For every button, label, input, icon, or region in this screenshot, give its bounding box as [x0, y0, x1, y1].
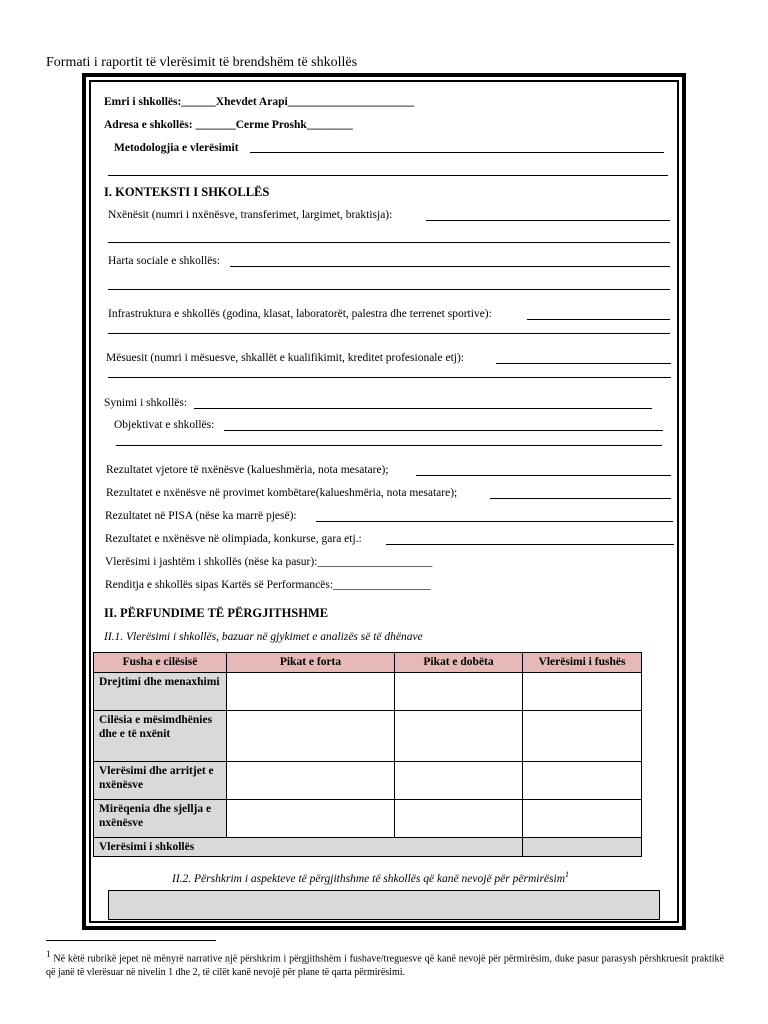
- section-2-1-subheading: II.1. Vlerësimi i shkollës, bazuar në gjykimet e analizës së të dhënave: [104, 631, 423, 643]
- teachers-label: Mësuesit (numri i mësuesve, shkallët e kualifikimit, kreditet profesionale etj):: [106, 352, 465, 364]
- national-results-label: Rezultatet e nxënësve në provimet kombëtare(kalueshmëria, nota mesatare);: [106, 487, 458, 499]
- table-row: [94, 711, 642, 762]
- national-results-input-line[interactable]: [490, 498, 671, 499]
- row-label: Drejtimi dhe menaxhimi: [94, 673, 227, 711]
- column-header: Pikat e forta: [227, 653, 395, 673]
- olympiad-label: Rezultatet e nxënësve në olimpiada, konkurse, gara etj.:: [105, 533, 362, 545]
- table-cell[interactable]: [227, 800, 395, 838]
- section-2-heading: II. PËRFUNDIME TË PËRGJITHSHME: [104, 606, 329, 620]
- total-row-label: Vlerësimi i shkollës: [94, 838, 523, 857]
- infrastructure-label: Infrastruktura e shkollës (godina, klasat, laboratorët, palestra dhe terrenet sportive):: [108, 308, 492, 320]
- school-name-field[interactable]: Emri i shkollës:______Xhevdet Arapi______________________: [104, 96, 415, 108]
- footnote-divider: [46, 940, 216, 941]
- section-1-heading: I. KONTEKSTI I SHKOLLËS: [104, 185, 270, 199]
- students-input-line-2[interactable]: [108, 242, 670, 243]
- annual-results-label: Rezultatet vjetore të nxënësve (kalueshmëria, nota mesatare);: [106, 464, 389, 476]
- table-cell[interactable]: [227, 711, 395, 762]
- row-label: Mirëqenia dhe sjellja e nxënësve: [94, 800, 227, 838]
- table-cell[interactable]: [395, 711, 523, 762]
- school-address-field[interactable]: Adresa e shkollës: _______Cerme Proshk________: [104, 119, 353, 131]
- objectives-label: Objektivat e shkollës:: [114, 419, 215, 431]
- social-map-label: Harta sociale e shkollës:: [108, 255, 221, 267]
- social-map-input-line-2[interactable]: [108, 289, 670, 290]
- footnote-mark: 1: [46, 949, 51, 959]
- table-cell[interactable]: [523, 762, 642, 800]
- external-evaluation-field[interactable]: Vlerësimi i jashtëm i shkollës (nëse ka pasur):____________________: [105, 556, 433, 568]
- table-cell[interactable]: [227, 762, 395, 800]
- teachers-input-line-2[interactable]: [108, 377, 671, 378]
- annual-results-input-line[interactable]: [416, 475, 671, 476]
- footnote-reference[interactable]: 1: [565, 870, 570, 879]
- objectives-input-line-2[interactable]: [116, 445, 662, 446]
- column-header: Vlerësimi i fushës: [523, 653, 642, 673]
- vision-input-line[interactable]: [194, 408, 652, 409]
- table-cell[interactable]: [395, 800, 523, 838]
- performance-ranking-field[interactable]: Renditja e shkollës sipas Kartës së Performancës:_________________: [105, 579, 431, 591]
- table-cell[interactable]: [395, 673, 523, 711]
- infrastructure-input-line[interactable]: [527, 319, 670, 320]
- students-input-line[interactable]: [426, 220, 670, 221]
- infrastructure-input-line-2[interactable]: [108, 333, 670, 334]
- methodology-label: Metodologjia e vlerësimit: [114, 142, 239, 154]
- table-cell[interactable]: [227, 673, 395, 711]
- objectives-input-line[interactable]: [224, 430, 663, 431]
- footnote-text: Në këtë rubrikë jepet në mënyrë narrative një përshkrim i përgjithshëm i fushave/treguesve që kanë nevojë për përmirësim, duke pasur parasysh përshkruesit praktikë që janë të vlerësuar në nivelin 1 dhe 2, të cilët kanë nevojë për plane të qarta përmirësimi.: [46, 953, 724, 979]
- table-cell[interactable]: [523, 711, 642, 762]
- column-header: Pikat e dobëta: [395, 653, 523, 673]
- column-header: Fusha e cilësisë: [94, 653, 227, 673]
- document-title: Formati i raportit të vlerësimit të brendshëm të shkollës: [46, 55, 358, 70]
- table-header-row: [94, 653, 642, 673]
- footnote: [46, 947, 724, 980]
- section-2-2-text: II.2. Përshkrim i aspekteve të përgjithshme të shkollës që kanë nevojë për përmirësim: [172, 872, 566, 885]
- students-label: Nxënësit (numri i nxënësve, transferimet, largimet, braktisja):: [108, 209, 393, 221]
- vision-label: Synimi i shkollës:: [104, 397, 188, 409]
- improvement-description-box[interactable]: [108, 890, 660, 920]
- social-map-input-line[interactable]: [230, 266, 670, 267]
- row-label: Vlerësimi dhe arritjet e nxënësve: [94, 762, 227, 800]
- table-cell[interactable]: [523, 800, 642, 838]
- evaluation-table: [93, 652, 642, 857]
- methodology-input-line-2[interactable]: [108, 175, 668, 176]
- olympiad-input-line[interactable]: [386, 544, 674, 545]
- section-2-2-subheading: [172, 868, 569, 886]
- table-total-row: [94, 838, 642, 857]
- table-row: [94, 673, 642, 711]
- methodology-input-line[interactable]: [250, 152, 664, 153]
- table-row: [94, 800, 642, 838]
- teachers-input-line[interactable]: [496, 363, 671, 364]
- table-row: [94, 762, 642, 800]
- pisa-label: Rezultatet në PISA (nëse ka marrë pjesë):: [105, 510, 297, 522]
- total-score-cell[interactable]: [523, 838, 642, 857]
- row-label: Cilësia e mësimdhënies dhe e të nxënit: [94, 711, 227, 762]
- pisa-input-line[interactable]: [316, 521, 673, 522]
- table-cell[interactable]: [395, 762, 523, 800]
- table-cell[interactable]: [523, 673, 642, 711]
